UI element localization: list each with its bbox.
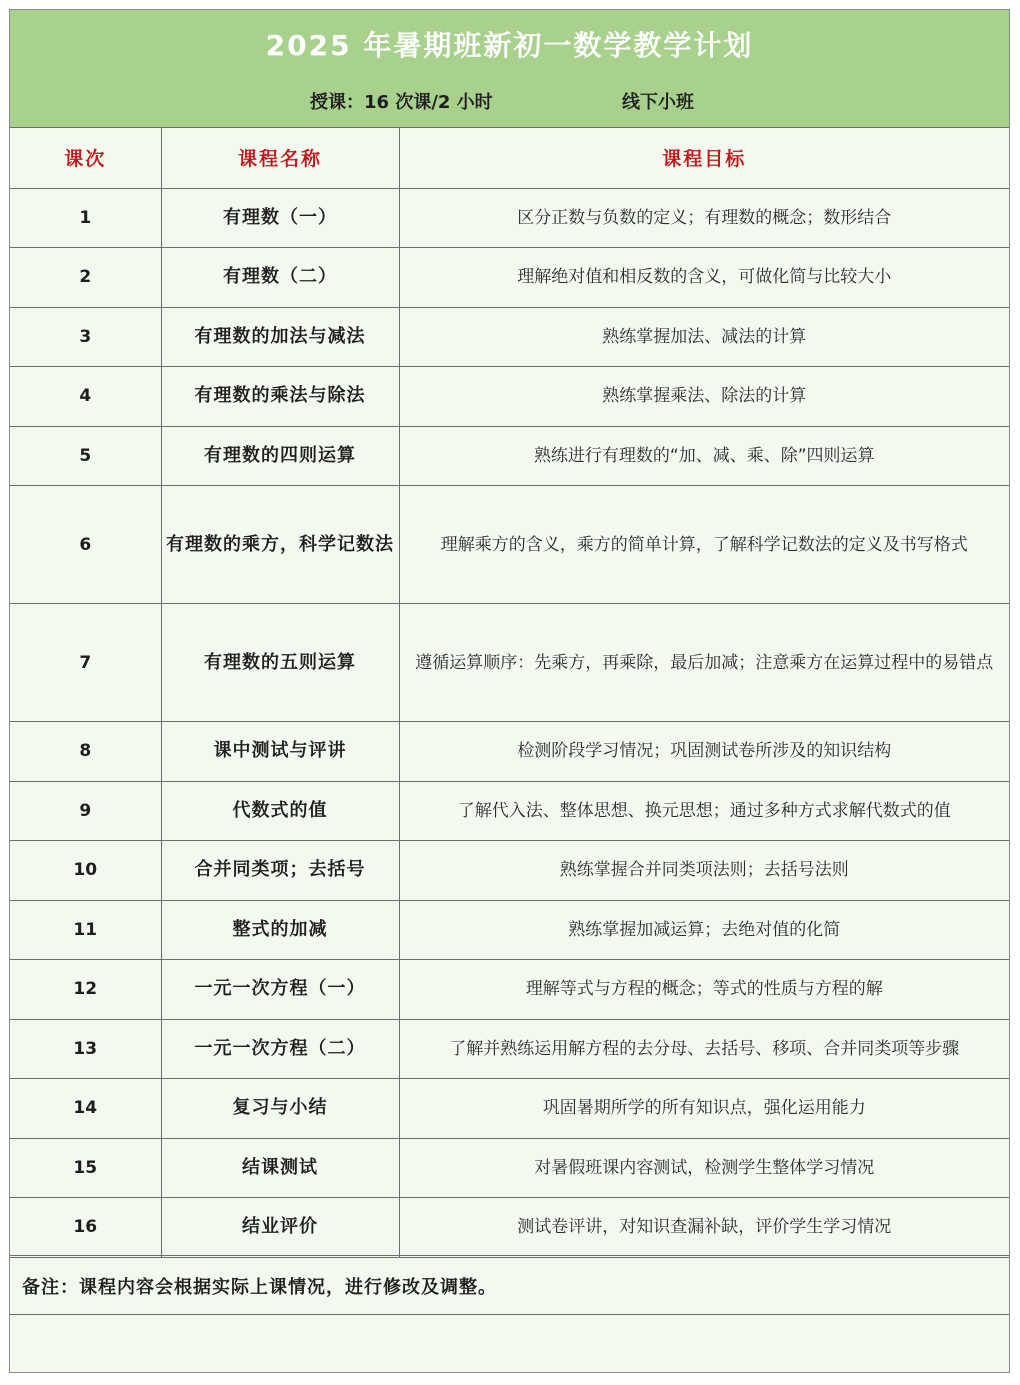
plan-sheet bbox=[9, 9, 1010, 1373]
lesson-number-cell: 15 bbox=[10, 1138, 161, 1198]
lesson-number-cell: 12 bbox=[10, 960, 161, 1020]
lesson-number-cell: 14 bbox=[10, 1079, 161, 1139]
course-name-cell: 有理数（二） bbox=[161, 248, 399, 308]
lesson-number-cell: 3 bbox=[10, 307, 161, 367]
course-name-cell: 结课测试 bbox=[161, 1138, 399, 1198]
column-header-course-goal: 课程目标 bbox=[399, 128, 1009, 188]
table-row bbox=[10, 841, 1009, 901]
course-name-cell: 一元一次方程（二） bbox=[161, 1019, 399, 1079]
lesson-number-cell: 1 bbox=[10, 188, 161, 248]
table-header-row bbox=[10, 128, 1009, 188]
course-goal-cell: 熟练掌握乘法、除法的计算 bbox=[399, 367, 1009, 427]
header-banner bbox=[10, 10, 1009, 128]
table-row bbox=[10, 604, 1009, 722]
table-row bbox=[10, 781, 1009, 841]
table-row bbox=[10, 900, 1009, 960]
course-goal-cell: 熟练掌握合并同类项法则；去括号法则 bbox=[399, 841, 1009, 901]
course-goal-cell: 巩固暑期所学的所有知识点，强化运用能力 bbox=[399, 1079, 1009, 1139]
schedule-table bbox=[10, 128, 1009, 1258]
table-row bbox=[10, 1138, 1009, 1198]
course-goal-cell: 熟练掌握加减运算；去绝对值的化简 bbox=[399, 900, 1009, 960]
course-name-cell: 整式的加减 bbox=[161, 900, 399, 960]
column-header-lesson-no: 课次 bbox=[10, 128, 161, 188]
course-goal-cell: 了解并熟练运用解方程的去分母、去括号、移项、合并同类项等步骤 bbox=[399, 1019, 1009, 1079]
table-row bbox=[10, 486, 1009, 604]
course-name-cell: 结业评价 bbox=[161, 1198, 399, 1258]
course-name-cell: 一元一次方程（一） bbox=[161, 960, 399, 1020]
course-name-cell: 有理数的五则运算 bbox=[161, 604, 399, 722]
table-row bbox=[10, 722, 1009, 782]
course-goal-cell: 遵循运算顺序：先乘方，再乘除，最后加减；注意乘方在运算过程中的易错点 bbox=[399, 604, 1009, 722]
lesson-number-cell: 13 bbox=[10, 1019, 161, 1079]
course-name-cell: 有理数的四则运算 bbox=[161, 426, 399, 486]
course-name-cell: 课中测试与评讲 bbox=[161, 722, 399, 782]
course-goal-cell: 检测阶段学习情况；巩固测试卷所涉及的知识结构 bbox=[399, 722, 1009, 782]
table-row bbox=[10, 248, 1009, 308]
table-row bbox=[10, 188, 1009, 248]
lesson-number-cell: 9 bbox=[10, 781, 161, 841]
course-name-cell: 代数式的值 bbox=[161, 781, 399, 841]
course-goal-cell: 理解乘方的含义，乘方的简单计算，了解科学记数法的定义及书写格式 bbox=[399, 486, 1009, 604]
lesson-number-cell: 2 bbox=[10, 248, 161, 308]
course-goal-cell: 对暑假班课内容测试，检测学生整体学习情况 bbox=[399, 1138, 1009, 1198]
table-row bbox=[10, 367, 1009, 427]
table-row bbox=[10, 307, 1009, 367]
lesson-number-cell: 5 bbox=[10, 426, 161, 486]
lesson-number-cell: 11 bbox=[10, 900, 161, 960]
remark-row bbox=[10, 1255, 1009, 1315]
table-row bbox=[10, 426, 1009, 486]
course-name-cell: 有理数（一） bbox=[161, 188, 399, 248]
lesson-info: 授课：16 次课/2 小时 bbox=[310, 92, 493, 113]
lesson-number-cell: 10 bbox=[10, 841, 161, 901]
lesson-number-cell: 7 bbox=[10, 604, 161, 722]
course-name-cell: 有理数的乘方，科学记数法 bbox=[161, 486, 399, 604]
table-row bbox=[10, 1198, 1009, 1258]
course-goal-cell: 测试卷评讲，对知识查漏补缺，评价学生学习情况 bbox=[399, 1198, 1009, 1258]
lesson-number-cell: 16 bbox=[10, 1198, 161, 1258]
course-name-cell: 复习与小结 bbox=[161, 1079, 399, 1139]
course-goal-cell: 熟练进行有理数的“加、减、乘、除”四则运算 bbox=[399, 426, 1009, 486]
class-type: 线下小班 bbox=[622, 92, 694, 113]
course-name-cell: 有理数的加法与减法 bbox=[161, 307, 399, 367]
course-goal-cell: 理解等式与方程的概念；等式的性质与方程的解 bbox=[399, 960, 1009, 1020]
course-goal-cell: 理解绝对值和相反数的含义，可做化简与比较大小 bbox=[399, 248, 1009, 308]
course-name-cell: 有理数的乘法与除法 bbox=[161, 367, 399, 427]
course-name-cell: 合并同类项；去括号 bbox=[161, 841, 399, 901]
table-row bbox=[10, 960, 1009, 1020]
lesson-number-cell: 8 bbox=[10, 722, 161, 782]
table-row bbox=[10, 1019, 1009, 1079]
lesson-number-cell: 4 bbox=[10, 367, 161, 427]
course-goal-cell: 了解代入法、整体思想、换元思想；通过多种方式求解代数式的值 bbox=[399, 781, 1009, 841]
page-title: 2025 年暑期班新初一数学教学计划 bbox=[265, 29, 754, 62]
course-goal-cell: 熟练掌握加法、减法的计算 bbox=[399, 307, 1009, 367]
table-row bbox=[10, 1079, 1009, 1139]
remark-text: 备注：课程内容会根据实际上课情况，进行修改及调整。 bbox=[22, 1277, 497, 1298]
column-header-course-name: 课程名称 bbox=[161, 128, 399, 188]
course-goal-cell: 区分正数与负数的定义；有理数的概念；数形结合 bbox=[399, 188, 1009, 248]
lesson-number-cell: 6 bbox=[10, 486, 161, 604]
